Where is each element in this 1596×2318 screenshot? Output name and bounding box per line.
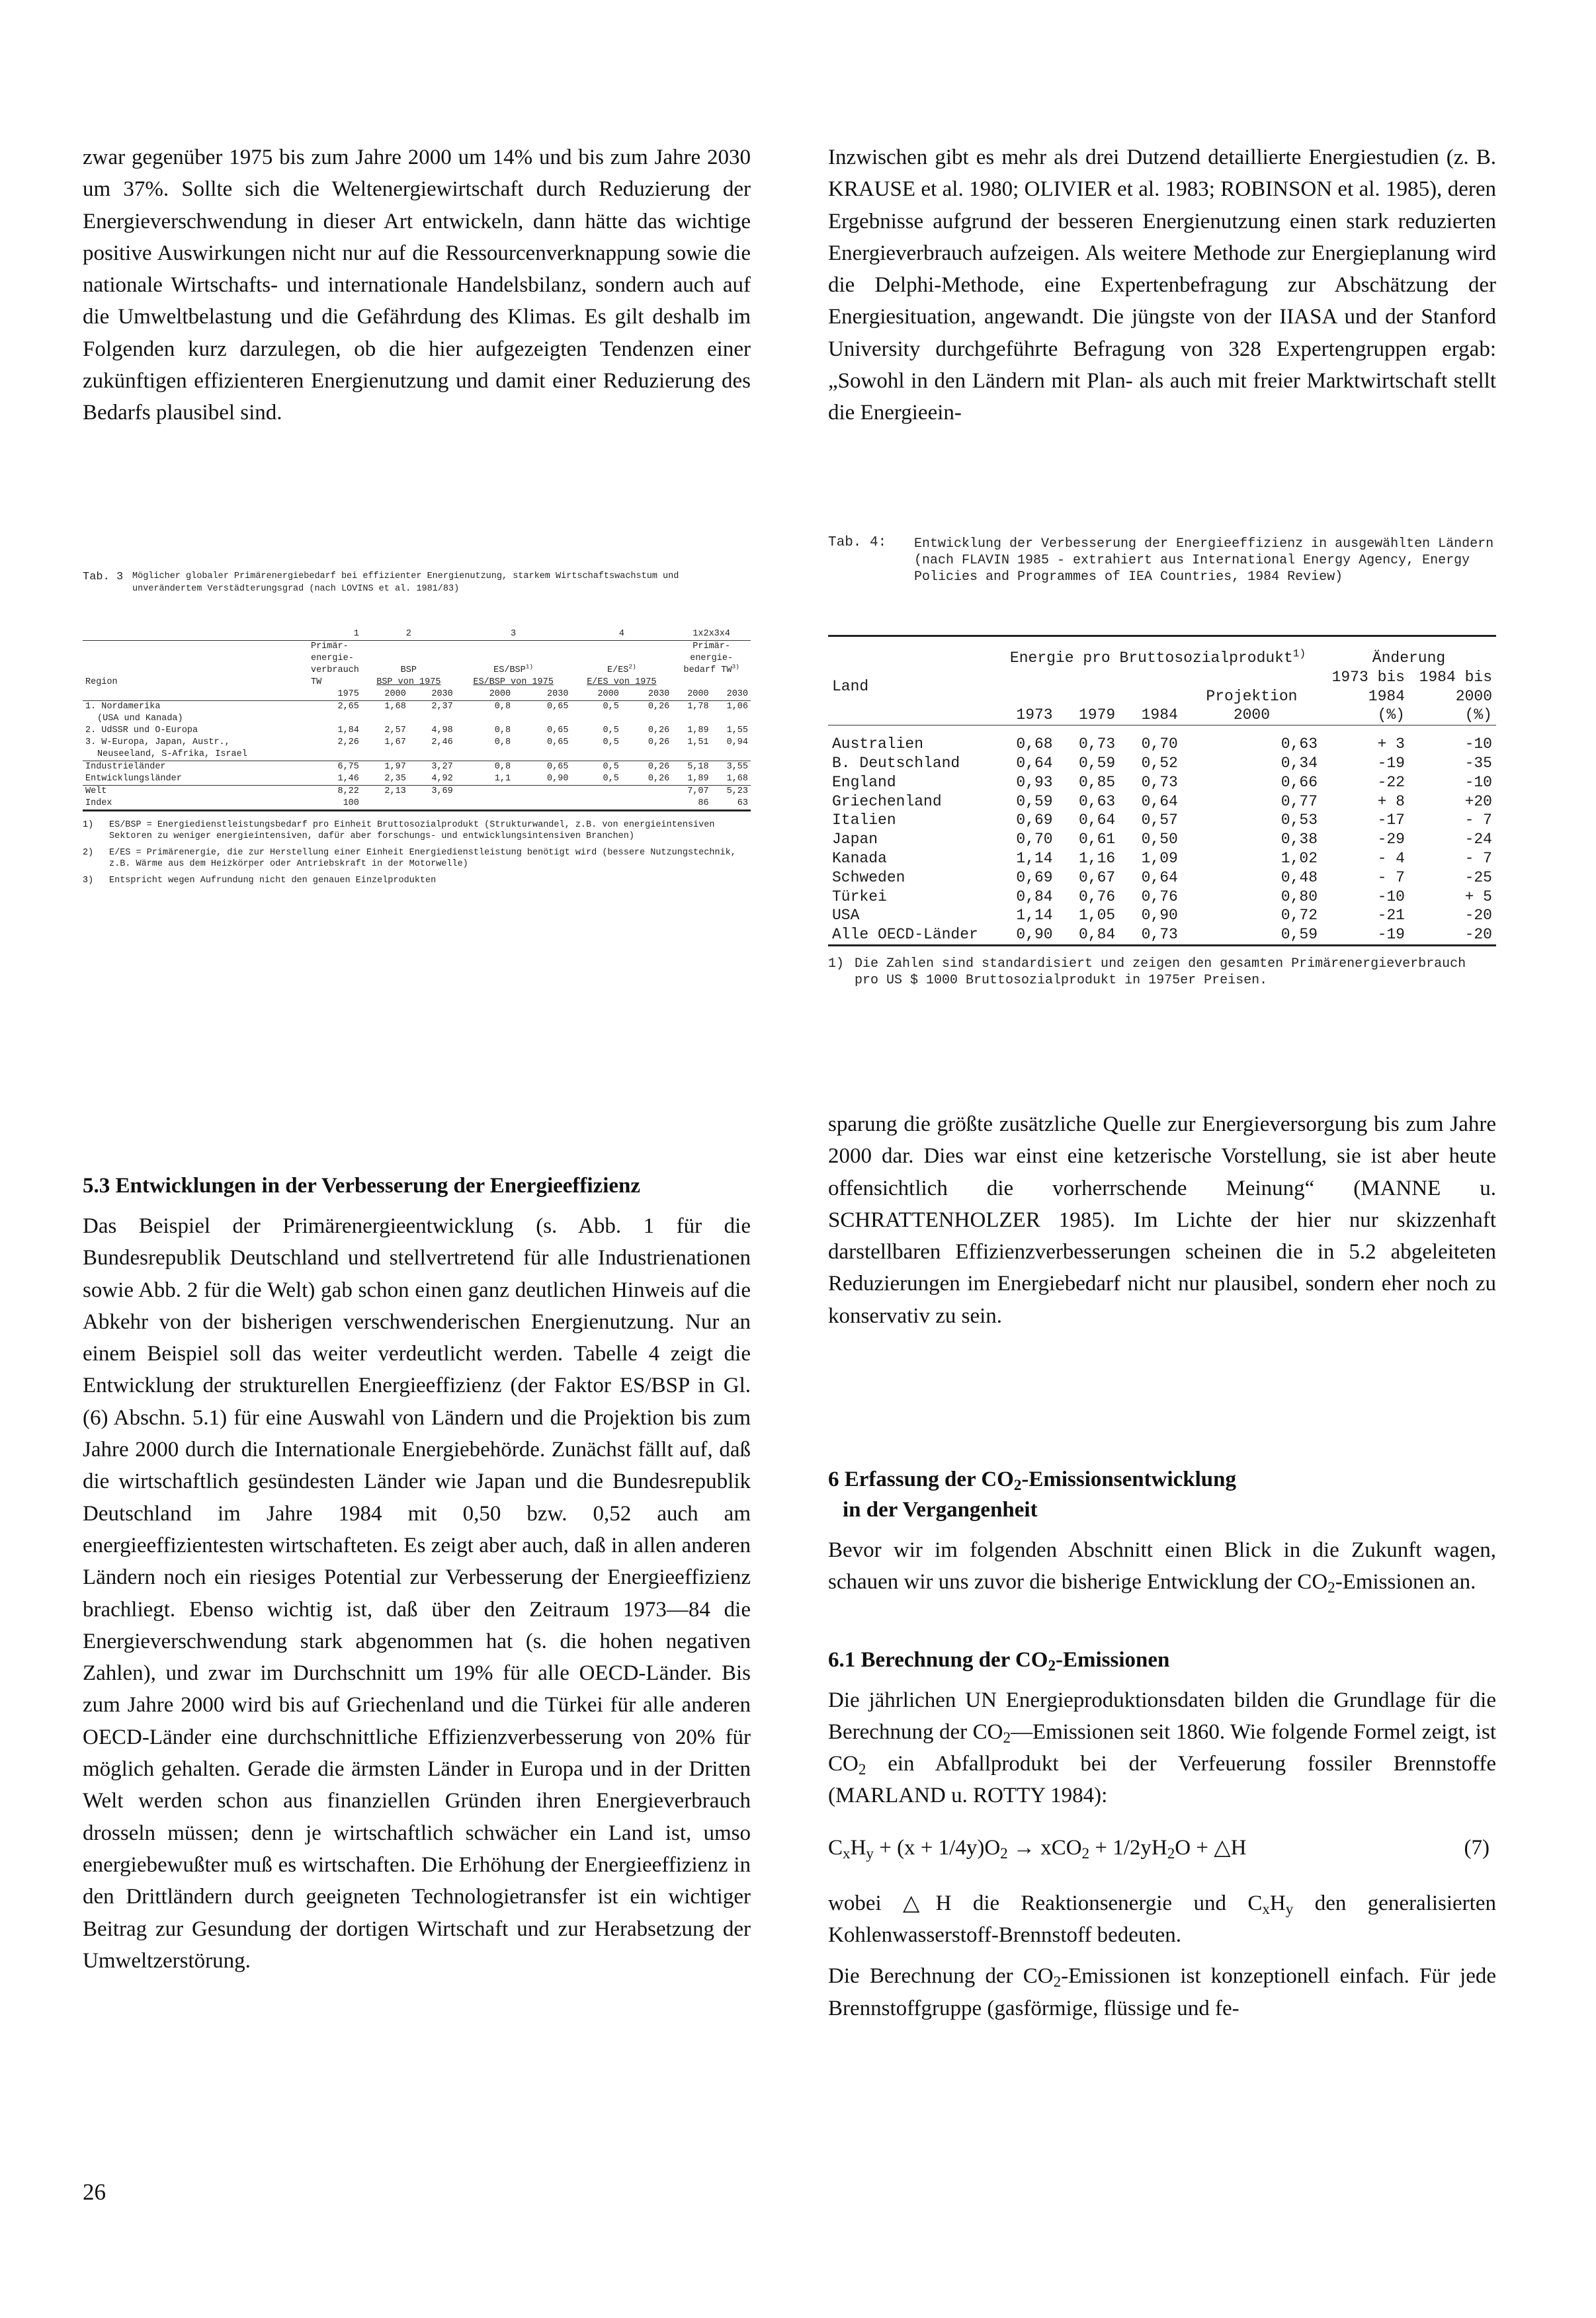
table4-head-land: Land (832, 678, 869, 696)
table4-row (828, 735, 1496, 754)
table4-cell: 0,63 (1281, 735, 1318, 753)
table3-cell: 2,65 (337, 702, 359, 712)
table3-footnote-mark: 2) (83, 848, 94, 858)
table4-cell: 1,14 (1016, 849, 1053, 867)
table3-region (83, 725, 308, 737)
table3-year: 2030 (431, 689, 453, 699)
table4-cell: 0,70 (1141, 735, 1178, 753)
table4-cell: 0,61 (1079, 831, 1116, 849)
table3-cell: 1,55 (726, 725, 748, 735)
table3-cell (362, 798, 409, 811)
table4-cell: 0,70 (1016, 831, 1053, 849)
table4-cell: 1,05 (1079, 907, 1116, 925)
table3-head-esbsp-sub: ES/BSP von 1975 (473, 677, 554, 687)
table4-cell: 0,50 (1141, 831, 1178, 849)
right-column (828, 142, 1496, 429)
table4-caption (828, 536, 1496, 622)
table4-row (828, 925, 1496, 945)
table4-head-change-b: 1984 bis (1419, 668, 1492, 686)
table3-cell (622, 786, 672, 798)
table4-cell: 0,90 (1141, 907, 1178, 925)
table4-head-mark: 1) (1292, 647, 1306, 660)
table4-land: Alle OECD-Länder (832, 926, 978, 944)
section-6-heading-line2: in der Vergangenheit (843, 1498, 1038, 1522)
table4-cell: 0,34 (1281, 754, 1318, 772)
table4-cell: + 5 (1464, 888, 1492, 905)
right-continuation-paragraph: sparung die größte zusätzliche Quelle zur Energieversorgung bis zum Jahre 2000 dar. Dies war einst eine ketzerische Vorstellung, sie ist aber heute offensichtlich die vorherrschende Meinung“ (MANNE u. SCHRATTENHOLZER 1985). Im Lichte der hier nur skizzenhaft darstellbaren Effizienzverbesserungen scheinen die in 5.2 abgeleiteten Reduzierungen im Energiebedarf nicht nur plausibel, sondern eher noch zu konservativ zu sein. (828, 1112, 1496, 1328)
table3-cell: 86 (698, 798, 709, 808)
table4-cell: 0,53 (1281, 811, 1318, 829)
table4-land: Kanada (832, 849, 887, 867)
table3-row (83, 725, 751, 737)
table4-year: 1984 (1141, 706, 1178, 724)
table3-cell: 1,67 (384, 737, 406, 747)
table3-caption (83, 570, 751, 610)
table3-cell (622, 798, 672, 811)
table4-head-group: Energie pro Bruttosozialprodukt (1009, 649, 1293, 667)
table4-land: Schweden (832, 868, 905, 886)
section-53-heading: 5.3 Entwicklungen in der Verbesserung der Energieeffizienz (83, 1174, 641, 1198)
table4-land: England (832, 773, 896, 791)
table3-head-c5: Primär-energie-bedarf TW (683, 642, 734, 675)
table4-cell: +20 (1464, 792, 1492, 810)
table3-head-c1: Primär-energie-verbrauch TW (310, 642, 359, 687)
table3-region-label: Entwicklungsländer (85, 774, 182, 784)
table3-year: 2000 (687, 689, 709, 699)
table4-cell: 0,64 (1079, 811, 1116, 829)
table4-cell: 0,67 (1079, 868, 1116, 886)
table3-cell: 2,37 (431, 702, 453, 712)
table3-cell: 1,89 (687, 725, 709, 735)
page-number: 26 (83, 2179, 106, 2205)
table4-cell: -10 (1464, 735, 1492, 753)
table4-caption-text: Entwicklung der Verbesserung der Energieeffizienz in ausgewählten Ländern (nach FLAVIN 1985 - extrahiert aus International Energy Agency, Energy Policies and Programmes of IEA Countries, 1984 Review) (914, 536, 1494, 585)
table3-cell: 0,26 (648, 774, 670, 784)
formula-explanation: wobei △H die Reaktionsenergie und $C_xH_y$ den generalisierten Kohlenwasserstoff-Brennstoff bedeuten. (828, 1891, 1496, 1948)
table4-cell: -24 (1464, 831, 1492, 849)
table3-year: 2030 (726, 689, 748, 699)
table3-region-label: 2. UdSSR und O-Europa (85, 725, 198, 735)
table3-row (83, 773, 751, 786)
table3 (83, 628, 751, 893)
table3-region-label: Welt (85, 786, 107, 796)
table4-cell: 0,69 (1016, 868, 1053, 886)
table4-cell: 0,63 (1079, 792, 1116, 810)
final-paragraph: Die Berechnung der $CO_2$-Emissionen ist konzeptionell einfach. Für jede Brennstoffgruppe (gasförmige, flüssige und fe- (828, 1964, 1496, 2020)
table3-cell: 5,18 (687, 762, 709, 772)
table3-footnote-text: E/ES = Primärenergie, die zur Herstellung einer Einheit Energiedienstleistung benötigt wird (bessere Nutzungstechnik, z.B. Wärme aus dem Heizkörper oder Antriebskraft in der Motorwelle) (109, 848, 736, 869)
table4-cell: - 7 (1464, 811, 1492, 829)
table4-year: 1973 (1016, 706, 1053, 724)
table3-region (83, 773, 308, 786)
table4-cell: 0,66 (1281, 773, 1318, 791)
table4-cell: -22 (1377, 773, 1405, 791)
table3-cell: 0,65 (547, 702, 569, 712)
table3-region-label: Index (85, 798, 112, 808)
table3-region-label: 3. W-Europa, Japan, Austr., (85, 737, 230, 747)
table3-cell (513, 798, 571, 811)
table3-cell: 1,06 (726, 702, 748, 712)
table3-footnote (83, 819, 751, 842)
table3-row (83, 737, 751, 761)
table3-footnote-text: Entspricht wegen Aufrundung nicht den genauen Einzelprodukten (109, 876, 437, 886)
section-61-paragraph: Die jährlichen UN Energieproduktionsdaten bilden die Grundlage für die Berechnung der $CO_2—Emissionen$ seit 1860. Wie folgende Formel zeigt, ist $CO_2$ ein Abfallprodukt bei der Verfeuerung fossiler Brennstoffe (MARLAND u. ROTTY 1984): (828, 1688, 1496, 1808)
table4-footnote-text: Die Zahlen sind standardisiert und zeigen den gesamten Primärenergieverbrauch pro US $ 1000 Bruttosozialprodukt in 1975er Preisen. (855, 956, 1466, 988)
table3-caption-text: Möglicher globaler Primärenergiebedarf bei effizienter Energienutzung, starkem Wirtschaftswachstum und unverändertem Verstädterungsgrad (nach LOVINS et al. 1981/83) (132, 571, 679, 594)
table4-cell: -21 (1377, 907, 1405, 925)
table3-cell: 7,07 (687, 786, 709, 796)
table4-cell: - 4 (1377, 849, 1405, 867)
section-61-text-part: —Emissionen seit 1860. Wie folgende Formel zeigt, ist CO (828, 1719, 1496, 1776)
table3-cell: 1,89 (687, 774, 709, 784)
table3-region (83, 798, 308, 811)
table4 (828, 635, 1496, 995)
table3-head-esbsp: ES/BSP (493, 665, 526, 675)
table4-land: Türkei (832, 888, 887, 905)
table3-cell: 1,84 (337, 725, 359, 735)
table3-cell: 0,8 (494, 737, 511, 747)
table4-cell: -10 (1377, 888, 1405, 905)
table4-cell: 0,76 (1079, 888, 1116, 905)
formula-explanation-part: wobei △H die Reaktionsenergie und C (828, 1891, 1263, 1915)
table4-cell: 0,73 (1141, 926, 1178, 944)
formula-expression: $C_xH_y + (x + 1/4y)O_2 \to xCO_2 + 1/2yH_2O$ + △H (828, 1835, 1247, 1862)
table4-row (828, 754, 1496, 773)
table3-region (83, 701, 308, 725)
table4-row (828, 868, 1496, 888)
table4-cell: 0,64 (1016, 754, 1053, 772)
formula-explanation-part: den generalisierten Kohlenwasserstoff-Brennstoff bedeuten. (828, 1891, 1496, 1948)
table4-land: USA (832, 907, 860, 925)
table3-cell (456, 798, 513, 811)
table3-footnote (83, 847, 751, 870)
table3-region-label-2: (USA und Kanada) (97, 714, 183, 724)
table3-region-label: Industrieländer (85, 762, 166, 772)
table4-footnote (828, 956, 1496, 995)
table4-land: Griechenland (832, 792, 942, 810)
table3-cell: 0,8 (494, 762, 511, 772)
table3-cell (456, 786, 513, 798)
table3-year: 1975 (337, 689, 359, 699)
formula-7 (828, 1819, 1496, 1878)
table3-region (83, 761, 308, 774)
section-61-heading-part: -Emissionen (1056, 1647, 1170, 1672)
section-61-heading: 6.1 Berechnung der $CO_2$-Emissionen (828, 1647, 1170, 1674)
table3-cell: 5,23 (726, 786, 748, 796)
table4-cell: -35 (1464, 754, 1492, 772)
table3-cell: 0,94 (726, 737, 748, 747)
table3-year: 2030 (648, 689, 670, 699)
table4-cell: 0,84 (1079, 926, 1116, 944)
table3-cell (571, 786, 621, 798)
table3-cell: 1,78 (687, 702, 709, 712)
table3-row (83, 786, 751, 798)
table3-cell: 0,90 (547, 774, 569, 784)
table4-row (828, 830, 1496, 849)
table4-cell: + 3 (1377, 735, 1405, 753)
table3-head-eses: E/ES (607, 665, 629, 675)
table4-cell: 0,48 (1281, 868, 1318, 886)
table4-cell: 1,09 (1141, 849, 1178, 867)
table4-grid (828, 635, 1496, 949)
section-6-paragraph: Bevor wir im folgenden Abschnitt einen Blick in die Zukunft wagen, schauen wir uns zuvor die bisherige Entwicklung der $CO_2$-Emissionen an. (828, 1538, 1496, 1596)
table3-cell: 0,8 (494, 725, 511, 735)
section-61-heading-part: 6.1 Berechnung der CO (828, 1647, 1048, 1672)
table4-cell: 1,14 (1016, 907, 1053, 925)
section-6 (828, 1464, 1496, 2024)
table3-cell (513, 786, 571, 798)
table3-head-bsp-sub: BSP von 1975 (376, 677, 441, 687)
table3-footnotes (83, 819, 751, 888)
table4-cell: -20 (1464, 926, 1492, 944)
table3-colnum: 1x2x3x4 (693, 629, 730, 639)
table3-cell: 2,57 (384, 725, 406, 735)
table3-cell: 1,68 (384, 702, 406, 712)
table3-year: 2030 (547, 689, 569, 699)
section-6-text-part: Bevor wir im folgenden Abschnitt einen Blick in die Zukunft wagen, schauen wir uns zuvor die bisherige Entwicklung der CO (828, 1538, 1496, 1594)
table3-head-bsp: BSP (400, 665, 417, 675)
table3-colnum: 1 (353, 629, 359, 639)
table3-cell: 0,5 (603, 725, 619, 735)
table4-cell: 0,90 (1016, 926, 1053, 944)
left-intro-paragraph: zwar gegenüber 1975 bis zum Jahre 2000 um 14% und bis zum Jahre 2030 um 37%. Sollte sich die Weltenergiewirtschaft durch Reduzierung der Energieverschwendung in dieser Art entwickeln, dann hätte das wichtige positive Auswirkungen nicht nur auf die Ressourcenverknappung sowie die nationale Wirtschafts- und internationale Handelsbilanz, sondern auch auf die Umweltbelastung und die Gefährdung des Klimas. Es gilt deshalb im Folgenden kurz darzulegen, ob die hier aufgezeigten Tendenzen einer zukünftigen effizienteren Energienutzung und damit einer Reduzierung des Bedarfs plausibel sind. (83, 145, 751, 425)
table4-year: 1979 (1079, 706, 1116, 724)
table4-cell: 0,57 (1141, 811, 1178, 829)
table3-footnote-mark: 3) (83, 876, 94, 886)
table4-row (828, 792, 1496, 811)
table3-grid: 1 2 3 4 1x2x3x4 Region Primär-energie-verbrauch TW BSP BSP von 1975 ES/BSP$^{1)}$ ES/BSP von 1975 E/ES$^{2)}$ E/ES von 1975 Primär-energie-bedarf TW$^{3)}$ 1975 2000 2030 2000 2030 2000 2030 2000 2030 1. Nordamerika (USA und Kanada) 2,65 1,68 2,37 0,8 0,65 0,5 0,26 1,78 1,06 2. UdSSR und O-Europa 1,84 2,57 4,98 0,8 0,65 0,5 0,26 1,89 1,55 3. W-Europa, Japan, Austr., Neuseeland, S-Afrika, Israel 2,26 1,67 2,46 0,8 0,65 0,5 0,26 1,51 0,94 Industrieländer 6,75 1,97 3,27 0,8 0,65 0,5 0,26 5,18 3,55 Entwicklungsländer 1,46 2,35 4,92 1,1 0,90 0,5 0,26 1,89 1,68 Welt 8,22 2,13 3,69 7,07 5,23 Index 100 86 63 (83, 628, 751, 813)
table4-row (828, 849, 1496, 868)
table3-year: 2000 (384, 689, 406, 699)
right-intro-paragraph: Inzwischen gibt es mehr als drei Dutzend detaillierte Energiestudien (z. B. KRAUSE et al. 1980; OLIVIER et al. 1983; ROBINSON et al. 1985), deren Ergebnisse aufgrund der besseren Energienutzung einen stark reduzierten Energieverbrauch aufzeigen. Als weitere Methode zur Energieplanung wird die Delphi-Methode, eine Expertenbefragung zur Abschätzung der Energiesituation, angewandt. Die jüngste von der IIASA und der Stanford University durchgeführte Befragung von 328 Expertengruppen ergab: „Sowohl in den Ländern mit Plan- als auch mit freier Marktwirtschaft stellt die Energieein- (828, 145, 1496, 425)
table3-cell: 2,46 (431, 737, 453, 747)
left-column (83, 142, 751, 429)
table4-row (828, 906, 1496, 925)
table4-cell: 0,73 (1079, 735, 1116, 753)
table3-cell: 1,1 (494, 774, 511, 784)
table4-cell: -19 (1377, 926, 1405, 944)
table4-cell: 1,16 (1079, 849, 1116, 867)
table3-colnum: 3 (511, 629, 517, 639)
table3-cell: 2,13 (384, 786, 406, 796)
table3-footnote (83, 875, 751, 888)
table4-cell: 0,77 (1281, 792, 1318, 810)
table3-cell: 0,5 (603, 762, 619, 772)
table3-cell: 1,97 (384, 762, 406, 772)
table3-colnum: 4 (618, 629, 624, 639)
section-61-text-part: Die jährlichen UN Energieproduktionsdaten bilden die Grundlage für die Berechnung der CO (828, 1688, 1496, 1744)
table3-cell: 0,26 (648, 702, 670, 712)
table3-row (83, 761, 751, 774)
table3-cell: 0,26 (648, 725, 670, 735)
table4-cell: 0,38 (1281, 831, 1318, 849)
table3-cell: 1,68 (726, 774, 748, 784)
table3-head-eses-sub: E/ES von 1975 (587, 677, 657, 687)
table4-cell: -20 (1464, 907, 1492, 925)
table3-year: 2000 (597, 689, 619, 699)
section-6-heading-part: -Emissionsentwicklung (1021, 1468, 1236, 1491)
table3-cell: 0,65 (547, 762, 569, 772)
table4-row (828, 888, 1496, 907)
table3-label: Tab. 3 (83, 571, 124, 583)
table3-cell: 2,35 (384, 774, 406, 784)
table4-cell: 1,02 (1281, 849, 1318, 867)
table4-head-change: Änderung (1372, 649, 1446, 667)
table4-cell: 0,59 (1016, 792, 1053, 810)
table3-colnum: 2 (405, 629, 411, 639)
table4-year: 2000 (1233, 706, 1271, 724)
table4-cell: 0,59 (1281, 926, 1318, 944)
table4-cell: -17 (1377, 811, 1405, 829)
table3-cell: 0,65 (547, 737, 569, 747)
table4-pct: (%) (1464, 706, 1492, 724)
section-61-text-part: ein Abfallprodukt bei der Verfeuerung fossiler Brennstoffe (MARLAND u. ROTTY 1984): (828, 1752, 1496, 1808)
table4-row (828, 773, 1496, 792)
table3-cell: 2,26 (337, 737, 359, 747)
table4-cell: 0,80 (1281, 888, 1318, 905)
table4-land: B. Deutschland (832, 754, 960, 772)
table3-cell: 1,51 (687, 737, 709, 747)
table4-land: Australien (832, 735, 924, 753)
table3-cell: 0,26 (648, 737, 670, 747)
final-paragraph-part: Die Berechnung der CO (828, 1964, 1054, 1989)
table4-pct: (%) (1377, 706, 1405, 724)
table4-cell: 0,52 (1141, 754, 1178, 772)
table3-year: 2000 (489, 689, 511, 699)
right-continuation (828, 1108, 1496, 1332)
table3-row (83, 701, 751, 725)
table4-cell: 0,69 (1016, 811, 1053, 829)
final-paragraph-part: -Emissionen ist konzeptionell einfach. Für jede Brennstoffgruppe (gasförmige, flüssige und fe- (828, 1964, 1496, 2020)
table3-cell: 0,5 (603, 702, 619, 712)
table3-cell: 3,27 (431, 762, 453, 772)
table4-cell: 0,68 (1016, 735, 1053, 753)
table3-region (83, 786, 308, 798)
table3-region (83, 737, 308, 761)
table4-cell: 0,93 (1016, 773, 1053, 791)
table3-cell: 6,75 (337, 762, 359, 772)
table4-head-change-a: 1973 bis (1331, 668, 1405, 686)
table3-cell (571, 798, 621, 811)
table3-cell: 8,22 (337, 786, 359, 796)
table3-cell: 3,55 (726, 762, 748, 772)
table4-head-projektion: Projektion (1206, 687, 1298, 705)
table4-cell: -25 (1464, 868, 1492, 886)
table3-region-label: 1. Nordamerika (85, 702, 161, 712)
table4-cell: 0,72 (1281, 907, 1318, 925)
table4-cell: 0,64 (1141, 868, 1178, 886)
table3-head-region: Region (85, 677, 118, 687)
table3-cell: 0,8 (494, 702, 511, 712)
table4-cell: 0,84 (1016, 888, 1053, 905)
table4-cell: -19 (1377, 754, 1405, 772)
formula-number: (7) (1464, 1835, 1490, 1860)
table4-land: Italien (832, 811, 896, 829)
table4-head-change-a2: 1984 (1368, 687, 1405, 705)
table4-cell: + 8 (1377, 792, 1405, 810)
table4-footnote-mark: 1) (828, 956, 845, 972)
table4-cell: -29 (1377, 831, 1405, 849)
table3-cell: 1,46 (337, 774, 359, 784)
table3-cell: 63 (737, 798, 748, 808)
table3-region-label-2: Neuseeland, S-Afrika, Israel (97, 749, 247, 759)
table3-cell: 100 (343, 798, 359, 808)
section-6-heading-part: 6 Erfassung der CO (828, 1468, 1014, 1491)
table4-head-change-b2: 2000 (1455, 687, 1492, 705)
table4-label: Tab. 4: (828, 535, 887, 550)
table4-land: Japan (832, 831, 878, 849)
table4-row (828, 811, 1496, 830)
table3-cell: 3,69 (431, 786, 453, 796)
table3-row (83, 798, 751, 811)
table3-cell: 4,92 (431, 774, 453, 784)
table4-cell: - 7 (1377, 868, 1405, 886)
table3-footnote-mark: 1) (83, 820, 94, 830)
section-6-heading: 6 Erfassung der $CO_2$-Emissionsentwicklung in der Vergangenheit (828, 1468, 1236, 1522)
section-6-text-part: -Emissionen an. (1335, 1570, 1476, 1594)
table3-cell: 0,65 (547, 725, 569, 735)
table4-cell: 0,59 (1079, 754, 1116, 772)
table4-cell: -10 (1464, 773, 1492, 791)
table3-cell: 0,26 (648, 762, 670, 772)
table4-cell: 0,76 (1141, 888, 1178, 905)
table3-cell (409, 798, 456, 811)
table3-cell: 0,5 (603, 737, 619, 747)
section-53-paragraph: Das Beispiel der Primärenergieentwicklung (s. Abb. 1 für die Bundesrepublik Deutschland und stellvertretend für alle Industrienationen sowie Abb. 2 für die Welt) gab schon einen ganz deutlichen Hinweis auf die Abkehr von der bisherigen verschwenderischen Energienutzung. Nur an einem Beispiel soll das weiter verdeutlicht werden. Tabelle 4 zeigt die Entwicklung der strukturellen Energieeffizienz (der Faktor ES/BSP in Gl. (6) Abschn. 5.1) für eine Auswahl von Ländern und die Projektion bis zum Jahre 2000 durch die Internationale Energiebehörde. Zunächst fällt auf, daß die wirtschaftlich gesündesten Länder wie Japan und die Bundesrepublik Deutschland im Jahre 1984 mit 0,50 bzw. 0,52 auch am energieeffizientesten wirtschafteten. Es zeigt aber auch, daß in allen anderen Ländern noch ein riesiges Potential zur Verbesserung der Energieeffizienz brachliegt. Ebenso wichtig ist, daß über den Zeitraum 1973—84 die Energieverschwendung stark abgenommen hat (s. die hohen negativen Zahlen), und zwar im Durchschnitt um 19% für alle OECD-Länder. Bis zum Jahre 2000 wird bis auf Griechenland und die Türkei für alle anderen OECD-Länder eine durchschnittliche Effizienzverbesserung von 20% für möglich gehalten. Gerade die ärmsten Länder in Europa und in der Dritten Welt werden schon aus finanziellen Gründen ihren Energieverbrauch drosseln müssen; denn je wirtschaftlich schwächer ein Land ist, umso energiebewußter muß es wirtschaften. Die Erhöhung der Energieeffizienz in den Drittländern durch geeigneten Technologietransfer ist ein wichtiger Beitrag zur Gesundung der dortigen Wirtschaft und zur Herabsetzung der Umweltzerstörung. (83, 1214, 751, 1973)
table4-cell: 0,64 (1141, 792, 1178, 810)
table4-cell: 0,73 (1141, 773, 1178, 791)
table4-cell: - 7 (1464, 849, 1492, 867)
table3-cell: 4,98 (431, 725, 453, 735)
table4-cell: 0,85 (1079, 773, 1116, 791)
left-section-53 (83, 1171, 751, 1977)
table3-footnote-text: ES/BSP = Energiedienstleistungsbedarf pro Einheit Bruttosozialprodukt (Strukturwandel, z.B. von energieintensiven Sektoren zu weniger energieintensiven, dafür aber forschungs- und entwicklungsintensiven Branchen) (109, 820, 715, 841)
table3-cell: 0,5 (603, 774, 619, 784)
